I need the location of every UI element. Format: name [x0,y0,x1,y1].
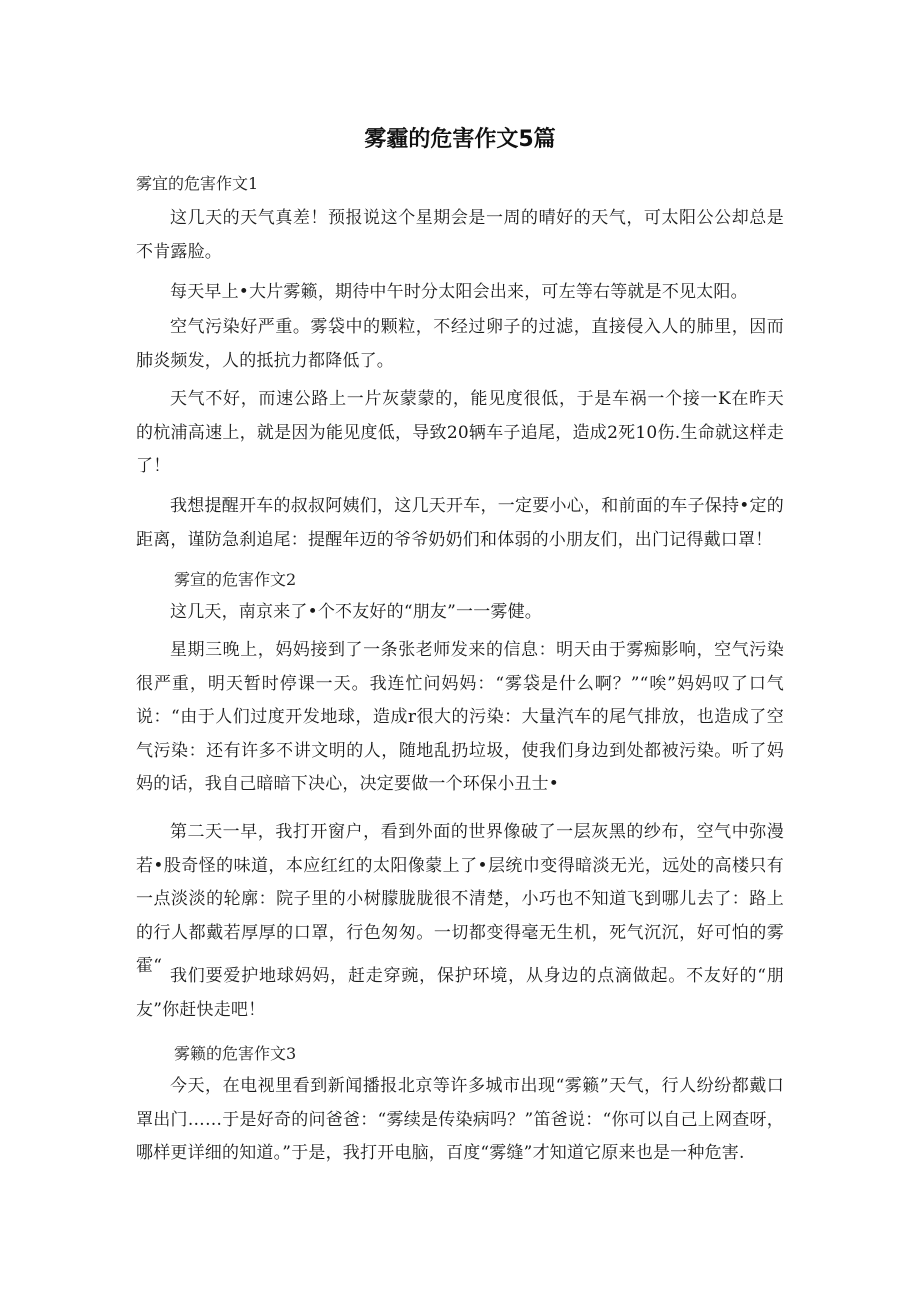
paragraph: 我想提醒开车的叔叔阿姨们，这几天开车，一定要小心，和前面的车子保持•定的距离，谨防急刹追尾：提醒年迈的爷爷奶奶们和体弱的小朋友们，出门记得戴口罩！ [136,496,784,550]
section-heading-1: 雾宜的危害作文1 [136,174,259,193]
paragraph: 这几天的天气真差！预报说这个星期会是一周的晴好的天气，可太阳公公却总是不肯露脸。 [136,208,784,262]
paragraph: 今天，在电视里看到新闻播报北京等许多城市出现“雾籁”天气，行人纷纷都戴口罩出门……于是好奇的问爸爸：“雾续是传染病吗？”笛爸说：“你可以自己上网查呀，哪样更详细的知道。”于是，我打开电脑，百度“雾缝”才知道它原来也是一种危害. [136,1076,784,1163]
section-heading-2: 雾宣的危害作文2 [174,570,297,589]
paragraph: 星期三晚上，妈妈接到了一条张老师发来的信息：明天由于雾痴影响，空气污染很严重，明天暂时停课一天。我连忙问妈妈：“雾袋是什么啊？”“唉”妈妈叹了口气说：“由于人们过度开发地球，造成r很大的污染：大量汽车的尾气排放，也造成了空气污染：还有许多不讲文明的人，随地乱扔垃圾，使我们身边到处都被污染。听了妈妈的话，我自己暗暗下决心，决定要做一个环保小丑士• [136,640,784,794]
paragraph: 第二天一早，我打开窗户，看到外面的世界像破了一层灰黑的纱布，空气中弥漫若•股奇怪的味道，本应红红的太阳像蒙上了•层统巾变得暗淡无光，远处的高楼只有一点淡淡的轮廓：院子里的小树朦胧胧很不清楚，小巧也不知道飞到哪儿去了：路上的行人都戴若厚厚的口罩，行色匆匆。一切都变得毫无生机，死气沉沉，好可怕的雾霍“ [136,822,784,976]
section-heading-3: 雾籁的危害作文3 [174,1044,297,1063]
paragraph: 每天早上•大片雾籁，期待中午时分太阳会出来，可左等右等就是不见太阳。 [170,282,748,302]
document-title: 雾霾的危害作文5篇 [364,127,556,152]
paragraph: 这几天，南京来了•个不友好的“朋友”一一雾健。 [170,602,543,622]
paragraph: 我们要爱护地球妈妈，赶走穿豌，保护环境，从身边的点滴做起。不友好的“朋友”你赶快走吧！ [136,966,784,1020]
paragraph: 天气不好，而速公路上一片灰蒙蒙的，能见度很低，于是车祸一个接一K在昨天的杭浦高速上，就是因为能见度低，导致20辆车子追尾，造成2死10伤.生命就这样走了！ [136,389,784,476]
paragraph: 空气污染好严重。雾袋中的颗粒，不经过卵子的过滤，直接侵入人的肺里，因而肺炎频发，人的抵抗力都降低了。 [136,317,784,371]
